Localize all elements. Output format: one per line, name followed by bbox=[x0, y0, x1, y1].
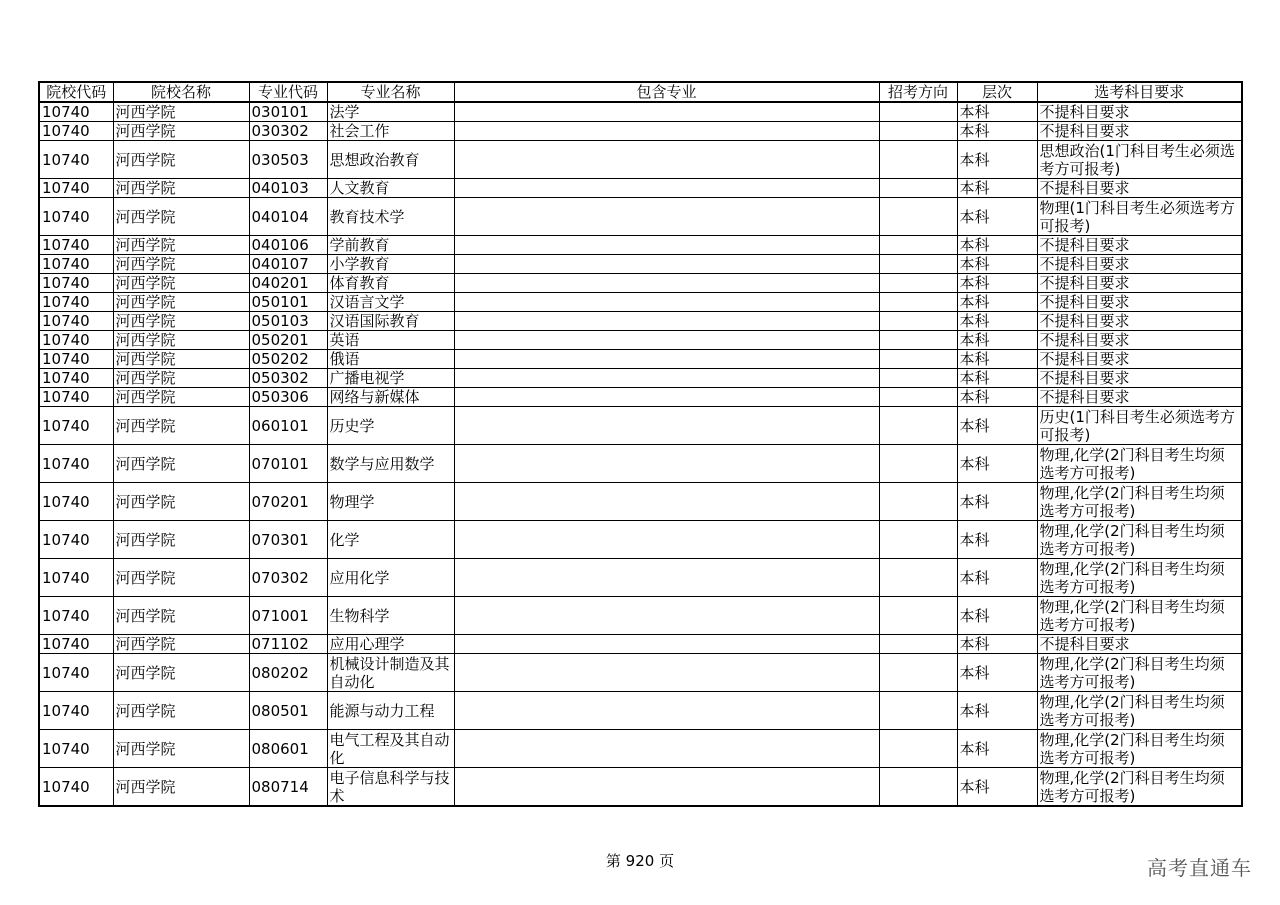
included-majors-cell bbox=[454, 597, 879, 635]
subject-requirement-cell: 物理,化学(2门科目考生均须选考方可报考) bbox=[1037, 654, 1242, 692]
subject-requirement-cell: 思想政治(1门科目考生必须选考方可报考) bbox=[1037, 141, 1242, 179]
direction-cell bbox=[879, 559, 957, 597]
major-code-cell: 050202 bbox=[249, 350, 327, 369]
table-row bbox=[39, 445, 1242, 483]
level-cell: 本科 bbox=[957, 445, 1037, 483]
direction-cell bbox=[879, 255, 957, 274]
subject-requirement-cell: 物理,化学(2门科目考生均须选考方可报考) bbox=[1037, 559, 1242, 597]
major-name-cell: 物理学 bbox=[327, 483, 454, 521]
major-name-cell: 数学与应用数学 bbox=[327, 445, 454, 483]
page-number: 第 920 页 bbox=[605, 852, 675, 870]
level-cell: 本科 bbox=[957, 559, 1037, 597]
school-name-cell: 河西学院 bbox=[113, 768, 249, 807]
level-cell: 本科 bbox=[957, 293, 1037, 312]
school-code-cell: 10740 bbox=[39, 236, 113, 255]
level-cell: 本科 bbox=[957, 331, 1037, 350]
major-name-cell: 小学教育 bbox=[327, 255, 454, 274]
major-code-cell: 050306 bbox=[249, 388, 327, 407]
admission-table bbox=[38, 81, 1243, 807]
included-majors-cell bbox=[454, 521, 879, 559]
level-cell: 本科 bbox=[957, 654, 1037, 692]
school-code-cell: 10740 bbox=[39, 274, 113, 293]
level-cell: 本科 bbox=[957, 388, 1037, 407]
major-code-cell: 030503 bbox=[249, 141, 327, 179]
school-code-cell: 10740 bbox=[39, 445, 113, 483]
direction-cell bbox=[879, 293, 957, 312]
major-code-cell: 080501 bbox=[249, 692, 327, 730]
subject-requirement-cell: 不提科目要求 bbox=[1037, 635, 1242, 654]
table-row bbox=[39, 293, 1242, 312]
major-name-cell: 法学 bbox=[327, 102, 454, 122]
subject-requirement-cell: 物理,化学(2门科目考生均须选考方可报考) bbox=[1037, 521, 1242, 559]
major-name-cell: 学前教育 bbox=[327, 236, 454, 255]
table-row bbox=[39, 141, 1242, 179]
direction-cell bbox=[879, 141, 957, 179]
table-row bbox=[39, 388, 1242, 407]
included-majors-cell bbox=[454, 331, 879, 350]
school-code-cell: 10740 bbox=[39, 255, 113, 274]
subject-requirement-cell: 不提科目要求 bbox=[1037, 274, 1242, 293]
school-code-cell: 10740 bbox=[39, 312, 113, 331]
direction-cell bbox=[879, 198, 957, 236]
level-cell: 本科 bbox=[957, 255, 1037, 274]
table-row bbox=[39, 255, 1242, 274]
included-majors-cell bbox=[454, 236, 879, 255]
header-major-code: 专业代码 bbox=[249, 82, 327, 102]
header-included-majors: 包含专业 bbox=[454, 82, 879, 102]
major-name-cell: 广播电视学 bbox=[327, 369, 454, 388]
school-code-cell: 10740 bbox=[39, 350, 113, 369]
level-cell: 本科 bbox=[957, 141, 1037, 179]
direction-cell bbox=[879, 274, 957, 293]
major-name-cell: 电子信息科学与技术 bbox=[327, 768, 454, 807]
included-majors-cell bbox=[454, 369, 879, 388]
major-code-cell: 050101 bbox=[249, 293, 327, 312]
header-school-name: 院校名称 bbox=[113, 82, 249, 102]
major-code-cell: 030101 bbox=[249, 102, 327, 122]
school-name-cell: 河西学院 bbox=[113, 692, 249, 730]
major-code-cell: 070201 bbox=[249, 483, 327, 521]
school-code-cell: 10740 bbox=[39, 597, 113, 635]
header-level: 层次 bbox=[957, 82, 1037, 102]
level-cell: 本科 bbox=[957, 597, 1037, 635]
included-majors-cell bbox=[454, 483, 879, 521]
table-row bbox=[39, 559, 1242, 597]
included-majors-cell bbox=[454, 654, 879, 692]
table-row bbox=[39, 312, 1242, 331]
subject-requirement-cell: 物理(1门科目考生必须选考方可报考) bbox=[1037, 198, 1242, 236]
level-cell: 本科 bbox=[957, 350, 1037, 369]
direction-cell bbox=[879, 350, 957, 369]
school-name-cell: 河西学院 bbox=[113, 350, 249, 369]
direction-cell bbox=[879, 179, 957, 198]
major-code-cell: 070101 bbox=[249, 445, 327, 483]
included-majors-cell bbox=[454, 635, 879, 654]
major-code-cell: 080714 bbox=[249, 768, 327, 807]
major-name-cell: 俄语 bbox=[327, 350, 454, 369]
subject-requirement-cell: 不提科目要求 bbox=[1037, 350, 1242, 369]
table-row bbox=[39, 179, 1242, 198]
direction-cell bbox=[879, 369, 957, 388]
subject-requirement-cell: 不提科目要求 bbox=[1037, 122, 1242, 141]
subject-requirement-cell: 物理,化学(2门科目考生均须选考方可报考) bbox=[1037, 730, 1242, 768]
school-name-cell: 河西学院 bbox=[113, 407, 249, 445]
major-code-cell: 070302 bbox=[249, 559, 327, 597]
major-name-cell: 思想政治教育 bbox=[327, 141, 454, 179]
subject-requirement-cell: 不提科目要求 bbox=[1037, 102, 1242, 122]
level-cell: 本科 bbox=[957, 102, 1037, 122]
major-name-cell: 应用化学 bbox=[327, 559, 454, 597]
school-code-cell: 10740 bbox=[39, 483, 113, 521]
school-code-cell: 10740 bbox=[39, 407, 113, 445]
table-row bbox=[39, 635, 1242, 654]
table-row bbox=[39, 521, 1242, 559]
subject-requirement-cell: 不提科目要求 bbox=[1037, 331, 1242, 350]
header-direction: 招考方向 bbox=[879, 82, 957, 102]
major-name-cell: 机械设计制造及其自动化 bbox=[327, 654, 454, 692]
school-name-cell: 河西学院 bbox=[113, 198, 249, 236]
major-code-cell: 080601 bbox=[249, 730, 327, 768]
school-code-cell: 10740 bbox=[39, 388, 113, 407]
included-majors-cell bbox=[454, 179, 879, 198]
level-cell: 本科 bbox=[957, 369, 1037, 388]
major-name-cell: 英语 bbox=[327, 331, 454, 350]
direction-cell bbox=[879, 730, 957, 768]
table-row bbox=[39, 369, 1242, 388]
included-majors-cell bbox=[454, 122, 879, 141]
table-row bbox=[39, 407, 1242, 445]
major-code-cell: 071102 bbox=[249, 635, 327, 654]
major-name-cell: 汉语言文学 bbox=[327, 293, 454, 312]
school-name-cell: 河西学院 bbox=[113, 635, 249, 654]
school-code-cell: 10740 bbox=[39, 122, 113, 141]
direction-cell bbox=[879, 692, 957, 730]
table-row bbox=[39, 102, 1242, 122]
included-majors-cell bbox=[454, 141, 879, 179]
school-code-cell: 10740 bbox=[39, 635, 113, 654]
school-name-cell: 河西学院 bbox=[113, 293, 249, 312]
direction-cell bbox=[879, 388, 957, 407]
major-code-cell: 050201 bbox=[249, 331, 327, 350]
subject-requirement-cell: 物理,化学(2门科目考生均须选考方可报考) bbox=[1037, 597, 1242, 635]
school-name-cell: 河西学院 bbox=[113, 521, 249, 559]
major-name-cell: 化学 bbox=[327, 521, 454, 559]
included-majors-cell bbox=[454, 445, 879, 483]
subject-requirement-cell: 不提科目要求 bbox=[1037, 388, 1242, 407]
school-code-cell: 10740 bbox=[39, 102, 113, 122]
school-code-cell: 10740 bbox=[39, 198, 113, 236]
school-name-cell: 河西学院 bbox=[113, 597, 249, 635]
header-school-code: 院校代码 bbox=[39, 82, 113, 102]
level-cell: 本科 bbox=[957, 483, 1037, 521]
table-body bbox=[39, 102, 1242, 806]
direction-cell bbox=[879, 312, 957, 331]
included-majors-cell bbox=[454, 102, 879, 122]
school-name-cell: 河西学院 bbox=[113, 483, 249, 521]
included-majors-cell bbox=[454, 274, 879, 293]
direction-cell bbox=[879, 102, 957, 122]
school-name-cell: 河西学院 bbox=[113, 559, 249, 597]
level-cell: 本科 bbox=[957, 692, 1037, 730]
included-majors-cell bbox=[454, 407, 879, 445]
level-cell: 本科 bbox=[957, 122, 1037, 141]
subject-requirement-cell: 不提科目要求 bbox=[1037, 369, 1242, 388]
major-code-cell: 040107 bbox=[249, 255, 327, 274]
major-name-cell: 生物科学 bbox=[327, 597, 454, 635]
major-code-cell: 071001 bbox=[249, 597, 327, 635]
major-code-cell: 040201 bbox=[249, 274, 327, 293]
school-name-cell: 河西学院 bbox=[113, 102, 249, 122]
direction-cell bbox=[879, 768, 957, 807]
school-name-cell: 河西学院 bbox=[113, 445, 249, 483]
school-code-cell: 10740 bbox=[39, 179, 113, 198]
direction-cell bbox=[879, 445, 957, 483]
major-name-cell: 教育技术学 bbox=[327, 198, 454, 236]
table-row bbox=[39, 198, 1242, 236]
table-row bbox=[39, 597, 1242, 635]
table-row bbox=[39, 274, 1242, 293]
level-cell: 本科 bbox=[957, 768, 1037, 807]
subject-requirement-cell: 物理,化学(2门科目考生均须选考方可报考) bbox=[1037, 768, 1242, 807]
direction-cell bbox=[879, 483, 957, 521]
major-name-cell: 汉语国际教育 bbox=[327, 312, 454, 331]
major-code-cell: 050103 bbox=[249, 312, 327, 331]
major-name-cell: 网络与新媒体 bbox=[327, 388, 454, 407]
subject-requirement-cell: 不提科目要求 bbox=[1037, 293, 1242, 312]
school-name-cell: 河西学院 bbox=[113, 122, 249, 141]
included-majors-cell bbox=[454, 198, 879, 236]
major-code-cell: 040104 bbox=[249, 198, 327, 236]
major-name-cell: 体育教育 bbox=[327, 274, 454, 293]
school-name-cell: 河西学院 bbox=[113, 369, 249, 388]
subject-requirement-cell: 不提科目要求 bbox=[1037, 255, 1242, 274]
major-name-cell: 应用心理学 bbox=[327, 635, 454, 654]
subject-requirement-cell: 不提科目要求 bbox=[1037, 179, 1242, 198]
level-cell: 本科 bbox=[957, 312, 1037, 331]
school-name-cell: 河西学院 bbox=[113, 274, 249, 293]
major-code-cell: 070301 bbox=[249, 521, 327, 559]
school-code-cell: 10740 bbox=[39, 692, 113, 730]
major-name-cell: 电气工程及其自动化 bbox=[327, 730, 454, 768]
school-code-cell: 10740 bbox=[39, 369, 113, 388]
major-code-cell: 040103 bbox=[249, 179, 327, 198]
major-code-cell: 050302 bbox=[249, 369, 327, 388]
school-code-cell: 10740 bbox=[39, 293, 113, 312]
included-majors-cell bbox=[454, 293, 879, 312]
direction-cell bbox=[879, 331, 957, 350]
school-code-cell: 10740 bbox=[39, 331, 113, 350]
major-name-cell: 能源与动力工程 bbox=[327, 692, 454, 730]
school-name-cell: 河西学院 bbox=[113, 141, 249, 179]
included-majors-cell bbox=[454, 692, 879, 730]
level-cell: 本科 bbox=[957, 730, 1037, 768]
level-cell: 本科 bbox=[957, 521, 1037, 559]
table-row bbox=[39, 122, 1242, 141]
table-row bbox=[39, 730, 1242, 768]
school-code-cell: 10740 bbox=[39, 768, 113, 807]
included-majors-cell bbox=[454, 350, 879, 369]
school-name-cell: 河西学院 bbox=[113, 312, 249, 331]
direction-cell bbox=[879, 521, 957, 559]
level-cell: 本科 bbox=[957, 236, 1037, 255]
level-cell: 本科 bbox=[957, 179, 1037, 198]
subject-requirement-cell: 历史(1门科目考生必须选考方可报考) bbox=[1037, 407, 1242, 445]
level-cell: 本科 bbox=[957, 274, 1037, 293]
watermark-text: 高考直通车 bbox=[1147, 856, 1252, 880]
table-header-row bbox=[39, 82, 1242, 102]
school-name-cell: 河西学院 bbox=[113, 331, 249, 350]
school-code-cell: 10740 bbox=[39, 141, 113, 179]
direction-cell bbox=[879, 407, 957, 445]
table-row bbox=[39, 654, 1242, 692]
school-name-cell: 河西学院 bbox=[113, 654, 249, 692]
major-name-cell: 历史学 bbox=[327, 407, 454, 445]
table-row bbox=[39, 692, 1242, 730]
major-name-cell: 社会工作 bbox=[327, 122, 454, 141]
header-subject-requirement: 选考科目要求 bbox=[1037, 82, 1242, 102]
school-name-cell: 河西学院 bbox=[113, 236, 249, 255]
subject-requirement-cell: 物理,化学(2门科目考生均须选考方可报考) bbox=[1037, 692, 1242, 730]
school-name-cell: 河西学院 bbox=[113, 255, 249, 274]
subject-requirement-cell: 物理,化学(2门科目考生均须选考方可报考) bbox=[1037, 445, 1242, 483]
subject-requirement-cell: 不提科目要求 bbox=[1037, 312, 1242, 331]
major-code-cell: 060101 bbox=[249, 407, 327, 445]
subject-requirement-cell: 物理,化学(2门科目考生均须选考方可报考) bbox=[1037, 483, 1242, 521]
school-code-cell: 10740 bbox=[39, 654, 113, 692]
included-majors-cell bbox=[454, 388, 879, 407]
school-code-cell: 10740 bbox=[39, 521, 113, 559]
direction-cell bbox=[879, 122, 957, 141]
direction-cell bbox=[879, 654, 957, 692]
major-code-cell: 030302 bbox=[249, 122, 327, 141]
included-majors-cell bbox=[454, 255, 879, 274]
included-majors-cell bbox=[454, 559, 879, 597]
level-cell: 本科 bbox=[957, 635, 1037, 654]
major-code-cell: 040106 bbox=[249, 236, 327, 255]
table-row bbox=[39, 483, 1242, 521]
school-name-cell: 河西学院 bbox=[113, 388, 249, 407]
table-row bbox=[39, 236, 1242, 255]
table-row bbox=[39, 768, 1242, 807]
direction-cell bbox=[879, 597, 957, 635]
school-name-cell: 河西学院 bbox=[113, 179, 249, 198]
table-row bbox=[39, 331, 1242, 350]
major-name-cell: 人文教育 bbox=[327, 179, 454, 198]
header-major-name: 专业名称 bbox=[327, 82, 454, 102]
table-row bbox=[39, 350, 1242, 369]
direction-cell bbox=[879, 236, 957, 255]
major-code-cell: 080202 bbox=[249, 654, 327, 692]
direction-cell bbox=[879, 635, 957, 654]
included-majors-cell bbox=[454, 730, 879, 768]
school-code-cell: 10740 bbox=[39, 559, 113, 597]
level-cell: 本科 bbox=[957, 198, 1037, 236]
subject-requirement-cell: 不提科目要求 bbox=[1037, 236, 1242, 255]
included-majors-cell bbox=[454, 768, 879, 807]
level-cell: 本科 bbox=[957, 407, 1037, 445]
school-code-cell: 10740 bbox=[39, 730, 113, 768]
school-name-cell: 河西学院 bbox=[113, 730, 249, 768]
included-majors-cell bbox=[454, 312, 879, 331]
